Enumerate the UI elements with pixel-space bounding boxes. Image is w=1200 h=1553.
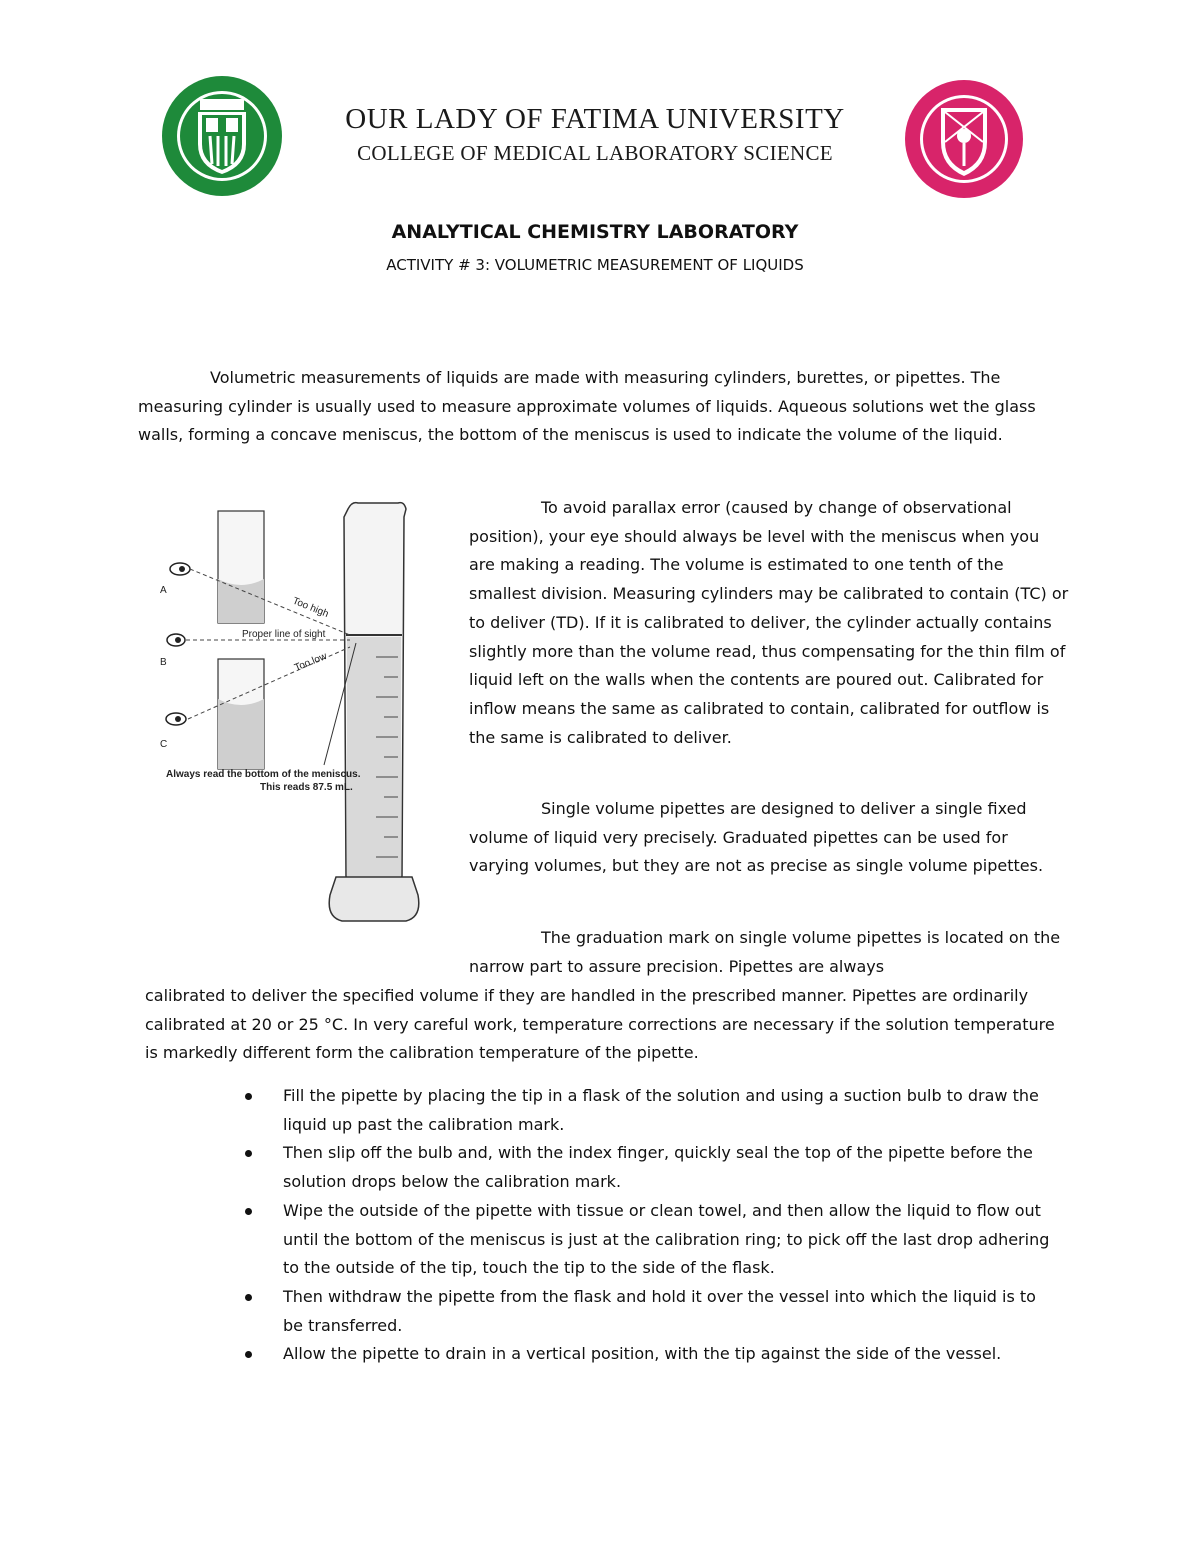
figure-caption-line-2: This reads 87.5 mL. [260, 782, 353, 793]
list-item [241, 1082, 1061, 1139]
bullet-icon [245, 1294, 252, 1301]
figure-too-high: Too high [290, 595, 331, 620]
university-name: OUR LADY OF FATIMA UNIVERSITY [345, 103, 845, 135]
list-item [241, 1340, 1061, 1369]
bullet-icon [245, 1351, 252, 1358]
college-seal-logo [903, 78, 1025, 200]
step-text: Fill the pipette by placing the tip in a flask of the solution and using a suction bulb to draw the liquid up past the calibration mark. [283, 1086, 1039, 1134]
step-text: Then slip off the bulb and, with the index finger, quickly seal the top of the pipette before the solution drops below the calibration mark. [283, 1143, 1033, 1192]
figure-caption-line-1: Always read the bottom of the meniscus. [166, 769, 361, 780]
bullet-icon [245, 1150, 252, 1157]
figure-label-a: A [160, 585, 167, 596]
intro-paragraph: Volumetric measurements of liquids are made with measuring cylinders, burettes, or pipettes. The measuring cylinder is usually used to measure approximate volumes of liquids. Aqueous solutions wet the glass walls, forming a concave meniscus, the bottom of the meniscus is used to indicate the volume of the liquid. [138, 368, 1036, 445]
step-text: Wipe the outside of the pipette with tissue or clean towel, and then allow the liquid to flow out until the bottom of the meniscus is just at the calibration ring; to pick off the last drop adhering to the outside of the tip, touch the tip to the side of the flask. [283, 1200, 1050, 1278]
figure-proper-line: Proper line of sight [242, 629, 326, 640]
activity-subtitle: ACTIVITY # 3: VOLUMETRIC MEASUREMENT OF LIQUIDS [386, 256, 804, 274]
meniscus-reading-figure [146, 497, 438, 943]
bullet-icon [245, 1208, 252, 1215]
parallax-paragraph: To avoid parallax error (caused by change of observational position), your eye should always be level with the meniscus when you are making a reading. The volume is estimated to one tenth of the smallest division. Measuring cylinders may be calibrated to contain (TC) or to deliver (TD). If it is calibrated to deliver, the cylinder actually contains slightly more than the volume read, thus compensating for the thin film of liquid left on the walls when the contents are poured out. Calibrated for inflow means the same as calibrated to contain, calibrated for outflow is the same is calibrated to deliver. [469, 498, 1069, 747]
list-item [241, 1283, 1061, 1340]
figure-too-low: Too low [293, 650, 329, 674]
university-seal-logo [160, 74, 284, 198]
step-text: Then withdraw the pipette from the flask and hold it over the vessel into which the liquid is to be transferred. [283, 1286, 1036, 1335]
graduation-paragraph-part-1: The graduation mark on single volume pipettes is located on the narrow part to assure precision. Pipettes are always [469, 928, 1061, 976]
graduation-paragraph-part-2: calibrated to deliver the specified volume if they are handled in the prescribed manner. Pipettes are ordinarily calibrated at 20 or 25 °C. In very careful work, temperature corrections are necessary if the solution temperature is markedly different form the calibration temperature of the pipette. [145, 986, 1055, 1063]
list-item [241, 1197, 1061, 1283]
document-title: ANALYTICAL CHEMISTRY LABORATORY [391, 221, 799, 243]
step-text: Allow the pipette to drain in a vertical position, with the tip against the side of the vessel. [283, 1344, 1002, 1364]
figure-label-b: B [160, 657, 167, 668]
pipettes-paragraph: Single volume pipettes are designed to deliver a single fixed volume of liquid very precisely. Graduated pipettes can be used for varying volumes, but they are not as precise as single volume pipettes. [469, 799, 1044, 876]
figure-label-c: C [160, 739, 168, 750]
pipette-steps-list [241, 1082, 1061, 1369]
list-item [241, 1139, 1061, 1196]
bullet-icon [245, 1093, 252, 1100]
college-name: COLLEGE OF MEDICAL LABORATORY SCIENCE [357, 141, 833, 165]
